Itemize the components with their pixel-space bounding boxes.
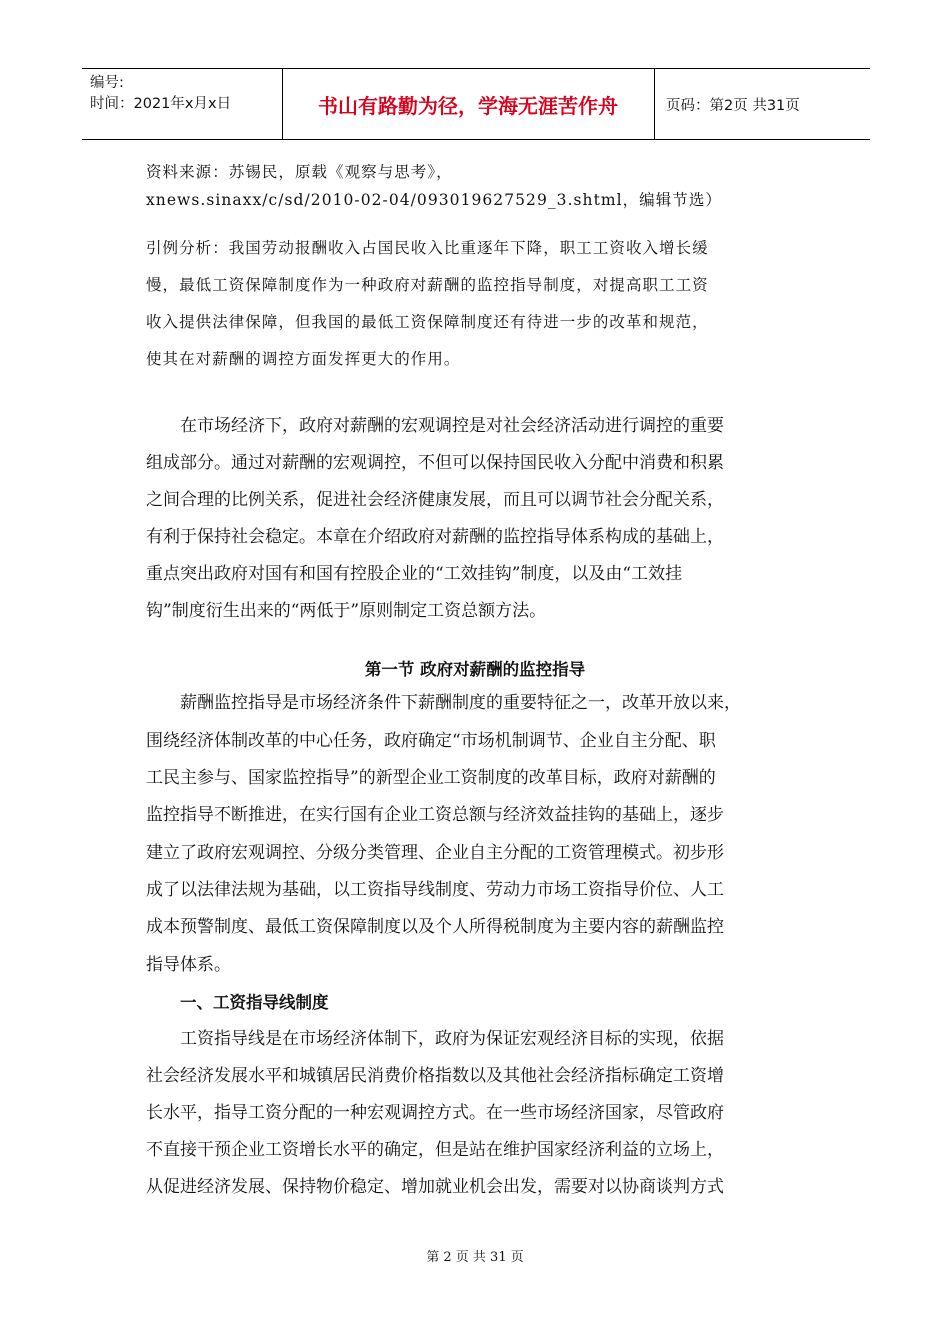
source-line: 资料来源：苏锡民，原载《观察与思考》，: [146, 163, 453, 181]
subsection-line: 社会经济发展水平和城镇居民消费价格指数以及其他社会经济指标确定工资增: [146, 1066, 724, 1086]
intro-line: 重点突出政府对国有和国有控股企业的“工效挂钩”制度，以及由“工效挂: [146, 564, 683, 584]
section-line: 围绕经济体制改革的中心任务，政府确定“市场机制调节、企业自主分配、职: [146, 731, 716, 751]
subsection-line: 不直接干预企业工资增长水平的确定，但是站在维护国家经济利益的立场上，: [146, 1140, 724, 1160]
intro-line: 钩”制度衍生出来的“两低于”原则制定工资总额方法。: [146, 601, 547, 621]
date-label: 时间：2021年x月x日: [90, 96, 232, 112]
page-info: 页码：第2页 共31页: [666, 97, 800, 114]
analysis-line: 慢，最低工资保障制度作为一种政府对薪酬的监控指导制度，对提高职工工资: [146, 276, 709, 294]
section-line: 成了以法律法规为基础，以工资指导线制度、劳动力市场工资指导价位、人工: [146, 880, 724, 900]
page-footer: 第 2 页 共 31 页: [426, 1250, 524, 1265]
subsection-line: 从促进经济发展、保持物价稳定、增加就业机会出发，需要对以协商谈判方式: [146, 1177, 724, 1197]
intro-line: 组成部分。通过对薪酬的宏观调控，不但可以保持国民收入分配中消费和积累: [146, 453, 724, 473]
analysis-line: 使其在对薪酬的调控方面发挥更大的作用。: [146, 350, 461, 368]
intro-line: 在市场经济下，政府对薪酬的宏观调控是对社会经济活动进行调控的重要: [180, 416, 724, 436]
header-motto: 书山有路勤为径，学海无涯苦作舟: [318, 93, 618, 118]
analysis-line: 引例分析：我国劳动报酬收入占国民收入比重逐年下降，职工工资收入增长缓: [146, 239, 709, 257]
subsection-title: 一、工资指导线制度: [180, 993, 329, 1012]
section-title: 第一节 政府对薪酬的监控指导: [364, 660, 586, 679]
section-line: 监控指导不断推进，在实行国有企业工资总额与经济效益挂钩的基础上，逐步: [146, 805, 724, 825]
header-meta: [90, 73, 280, 115]
section-line: 建立了政府宏观调控、分级分类管理、企业自主分配的工资管理模式。初步形: [146, 843, 724, 863]
section-line: 薪酬监控指导是市场经济条件下薪酬制度的重要特征之一，改革开放以来，: [180, 693, 741, 713]
source-line: xnews.sinaxx/c/sd/2010-02-04/093019627529_3.shtml，编辑节选）: [146, 191, 722, 209]
section-line: 指导体系。: [146, 955, 231, 975]
subsection-line: 工资指导线是在市场经济体制下，政府为保证宏观经济目标的实现，依据: [180, 1029, 724, 1049]
number-label: 编号:: [90, 75, 124, 91]
analysis-line: 收入提供法律保障，但我国的最低工资保障制度还有待进一步的改革和规范，: [146, 313, 709, 331]
intro-line: 有利于保持社会稳定。本章在介绍政府对薪酬的监控指导体系构成的基础上，: [146, 527, 724, 547]
header-divider: [654, 69, 655, 139]
intro-line: 之间合理的比例关系，促进社会经济健康发展，而且可以调节社会分配关系，: [146, 490, 724, 510]
section-line: 成本预警制度、最低工资保障制度以及个人所得税制度为主要内容的薪酬监控: [146, 917, 724, 937]
section-line: 工民主参与、国家监控指导”的新型企业工资制度的改革目标，政府对薪酬的: [146, 768, 716, 788]
page-header: [82, 68, 870, 140]
subsection-line: 长水平，指导工资分配的一种宏观调控方式。在一些市场经济国家，尽管政府: [146, 1103, 724, 1123]
